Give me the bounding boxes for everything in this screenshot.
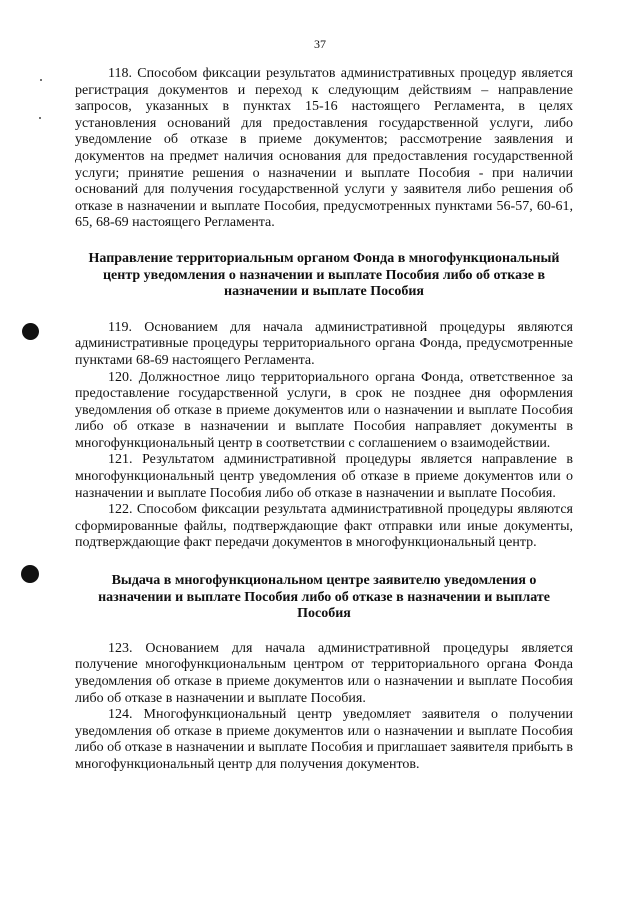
paragraph-123: 123. Основанием для начала административной процедуры является получение многофункциональным центром от территориального органа Фонда уведомления об отказе в приеме документов или о назначении и выплате Пособия либо об отказе в назначении и выплате Пособия. (75, 640, 573, 706)
scan-speck (40, 79, 42, 81)
paragraph-124: 124. Многофункциональный центр уведомляет заявителя о получении уведомления об отказе в приеме документов или о назначении и выплате Пособия либо об отказе в назначении и выплате Пособия и приглашает заявителя прибыть в многофункциональный центр для получения документов. (75, 707, 573, 772)
paragraph-120: 120. Должностное лицо территориального органа Фонда, ответственное за предоставление государственной услуги, в срок не позднее дня оформления уведомления об отказе в приеме документов или о назначении и выплате Пособия либо об отказе в назначении и выплате Пособия направляет документы в многофункциональный центр в соответствии с соглашением о взаимодействии. (75, 369, 573, 451)
section-heading-mfc-notification: Направление территориальным органом Фонда в многофункциональный центр уведомления о назначении и выплате Пособия либо об отказе в назначении и выплате Пособия (88, 250, 560, 300)
scan-speck (39, 117, 41, 119)
punch-hole-top (22, 323, 39, 340)
paragraph-119: 119. Основанием для начала административной процедуры являются административные процедуры территориального органа Фонда, предусмотренные пунктами 68-69 настоящего Регламента. (75, 319, 573, 368)
page-number: 37 (314, 37, 326, 51)
paragraph-122: 122. Способом фиксации результата административной процедуры являются сформированные файлы, подтверждающие факт отправки или иные документы, подтверждающие факт передачи документов в многофункциональный центр. (75, 502, 573, 551)
punch-hole-bottom (21, 565, 39, 583)
document-body (75, 66, 573, 774)
paragraph-118: 118. Способом фиксации результатов административных процедур является регистрация документов и переход к следующим действиям – направление запросов, указанных в пунктах 15-16 настоящего Регламента, в целях установления оснований для предоставления государственной услуги, либо уведомление об отказе в приеме документов; рассмотрение заявления и документов на предмет наличия основания для предоставления государственной услуги; принятие решения о назначении и выплате Пособия - при наличии оснований для получения государственной услуги у заявителя либо решения об отказе в назначении и выплате Пособия, предусмотренных пунктами 56-57, 60-61, 65, 68-69 настоящего Регламента. (75, 66, 573, 231)
paragraph-121: 121. Результатом административной процедуры является направление в многофункциональный центр уведомления об отказе в приеме документов или о назначении и выплате Пособия либо об отказе в назначении и выплате Пособия. (75, 452, 573, 501)
section-heading-mfc-issuance: Выдача в многофункциональном центре заявителю уведомления о назначении и выплате Пособия либо об отказе в назначении и выплате Пособия (98, 573, 550, 622)
